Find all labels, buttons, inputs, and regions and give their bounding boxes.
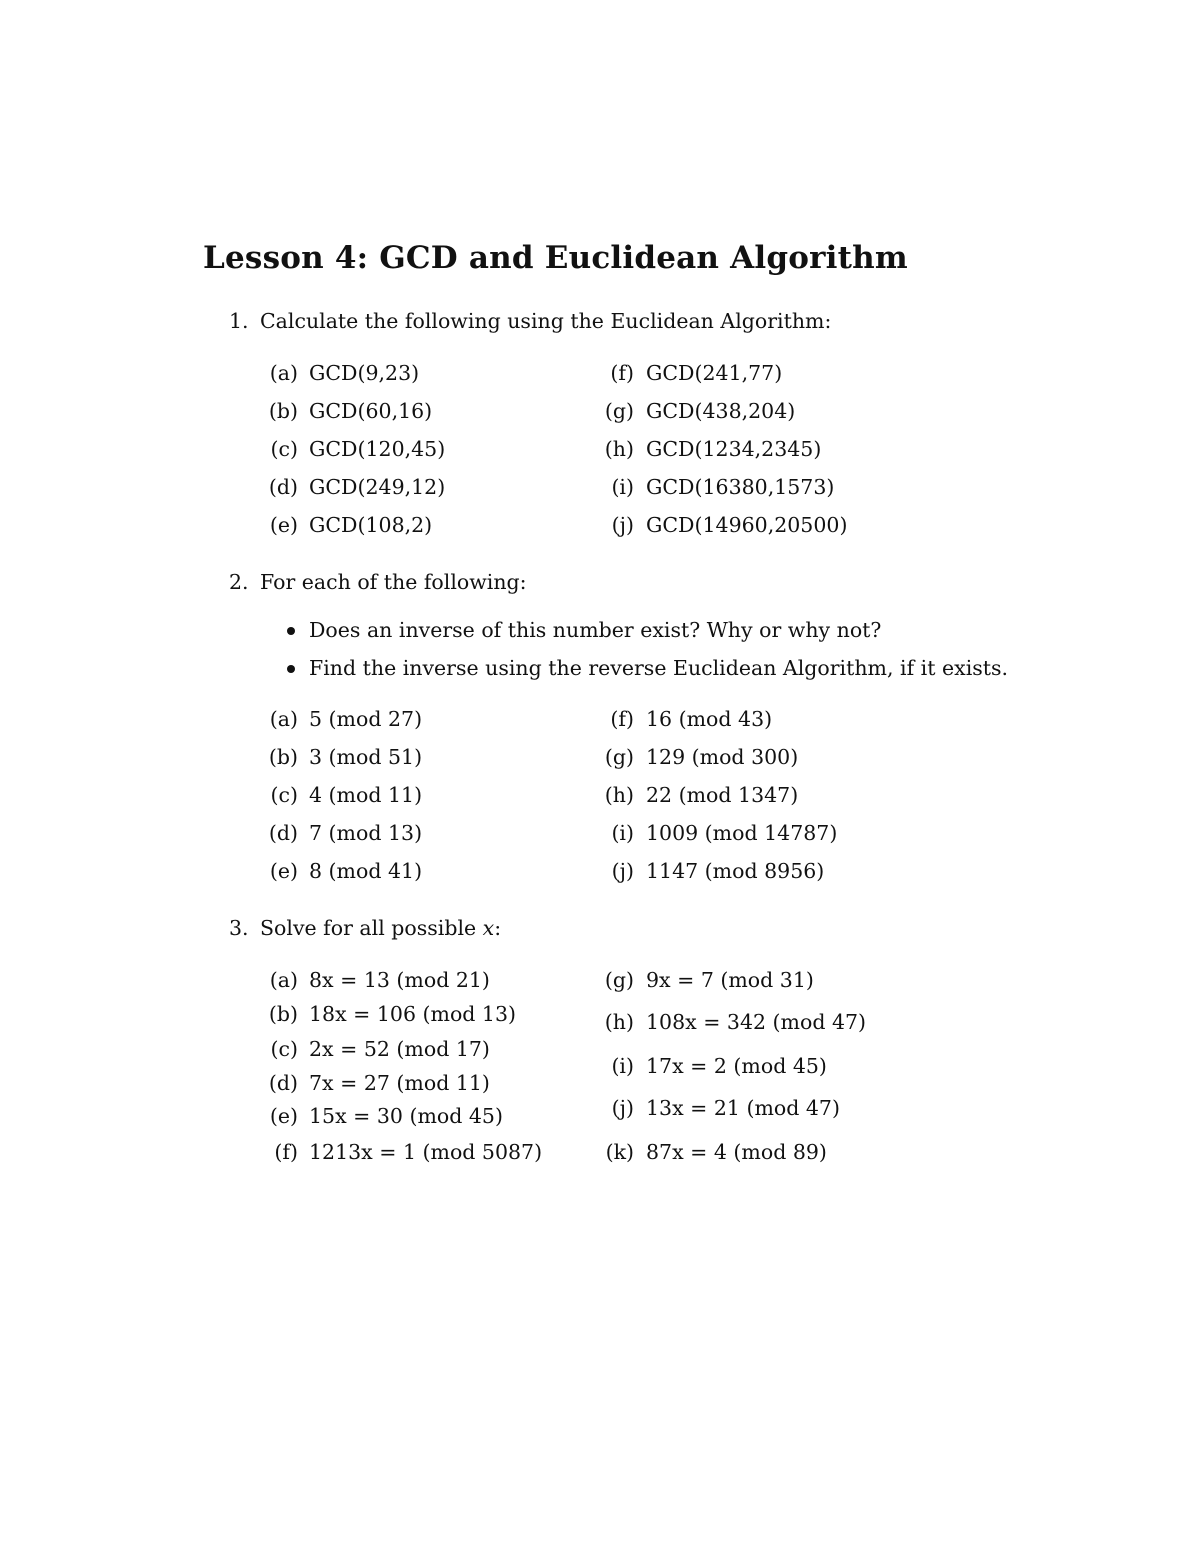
q2-bullet-text: Does an inverse of this number exist? Why or why not? xyxy=(309,618,882,642)
q1-item-text: GCD(438,204) xyxy=(646,399,796,423)
q3-item-text: 8x = 13 (mod 21) xyxy=(309,968,490,992)
q3-item-label: (e) xyxy=(269,1104,298,1128)
q3-item-text: 7x = 27 (mod 11) xyxy=(309,1071,490,1095)
q3-prompt-start: Solve for all possible xyxy=(260,916,483,940)
q3-item-text: 13x = 21 (mod 47) xyxy=(646,1096,840,1120)
q2-item-text: 7 (mod 13) xyxy=(309,821,423,845)
q1-item-text: GCD(120,45) xyxy=(309,437,446,461)
q3-number: 3. xyxy=(229,916,249,940)
q2-item-text: 1147 (mod 8956) xyxy=(646,859,825,883)
page-title: Lesson 4: GCD and Euclidean Algorithm xyxy=(203,240,908,276)
q1-number: 1. xyxy=(229,309,249,333)
q2-item-text: 129 (mod 300) xyxy=(646,745,799,769)
q3-item-text: 1213x = 1 (mod 5087) xyxy=(309,1140,543,1164)
q3-item-text: 9x = 7 (mod 31) xyxy=(646,968,814,992)
q3-item-label: (k) xyxy=(605,1140,634,1164)
q1-item-label: (d) xyxy=(268,475,298,499)
q3-item-label: (d) xyxy=(268,1071,298,1095)
q2-item-label: (i) xyxy=(611,821,634,845)
q1-item-text: GCD(60,16) xyxy=(309,399,433,423)
q1-item-label: (f) xyxy=(610,361,634,385)
q3-prompt-end: : xyxy=(494,916,502,940)
q2-item-label: (c) xyxy=(270,783,298,807)
q2-item-label: (a) xyxy=(269,707,298,731)
q3-item-text: 18x = 106 (mod 13) xyxy=(309,1002,517,1026)
q3-item-text: 108x = 342 (mod 47) xyxy=(646,1010,867,1034)
q3-prompt-variable: x xyxy=(482,916,495,940)
q1-item-text: GCD(14960,20500) xyxy=(646,513,848,537)
q3-item-text: 2x = 52 (mod 17) xyxy=(309,1037,490,1061)
q2-item-text: 4 (mod 11) xyxy=(309,783,423,807)
q1-item-text: GCD(1234,2345) xyxy=(646,437,822,461)
q2-bullet-text: Find the inverse using the reverse Euclidean Algorithm, if it exists. xyxy=(309,656,1009,680)
q2-item-text: 1009 (mod 14787) xyxy=(646,821,838,845)
q2-item-label: (d) xyxy=(268,821,298,845)
q3-item-label: (a) xyxy=(269,968,298,992)
q1-item-text: GCD(241,77) xyxy=(646,361,783,385)
q2-item-label: (b) xyxy=(268,745,298,769)
q3-item-label: (b) xyxy=(268,1002,298,1026)
q1-item-text: GCD(249,12) xyxy=(309,475,446,499)
q2-number: 2. xyxy=(229,570,249,594)
q3-item-label: (h) xyxy=(604,1010,634,1034)
q3-item-label: (c) xyxy=(270,1037,298,1061)
q1-item-label: (j) xyxy=(611,513,634,537)
q2-item-label: (e) xyxy=(269,859,298,883)
q3-item-label: (f) xyxy=(274,1140,298,1164)
q3-item-text: 87x = 4 (mod 89) xyxy=(646,1140,827,1164)
q1-item-label: (g) xyxy=(604,399,634,423)
bullet-dot xyxy=(287,665,295,673)
q1-item-label: (b) xyxy=(268,399,298,423)
q3-item-text: 15x = 30 (mod 45) xyxy=(309,1104,503,1128)
q1-item-text: GCD(9,23) xyxy=(309,361,420,385)
q1-item-text: GCD(16380,1573) xyxy=(646,475,835,499)
q3-prompt xyxy=(260,918,501,939)
q2-item-label: (f) xyxy=(610,707,634,731)
q2-item-text: 16 (mod 43) xyxy=(646,707,773,731)
q3-item-text: 17x = 2 (mod 45) xyxy=(646,1054,827,1078)
q2-item-text: 3 (mod 51) xyxy=(309,745,423,769)
q1-item-label: (i) xyxy=(611,475,634,499)
q2-item-text: 8 (mod 41) xyxy=(309,859,423,883)
q2-prompt: For each of the following: xyxy=(260,570,527,594)
q3-item-label: (g) xyxy=(604,968,634,992)
q3-item-label: (i) xyxy=(611,1054,634,1078)
q1-item-text: GCD(108,2) xyxy=(309,513,433,537)
bullet-dot xyxy=(287,627,295,635)
q1-item-label: (h) xyxy=(604,437,634,461)
q2-item-label: (h) xyxy=(604,783,634,807)
q2-item-label: (j) xyxy=(611,859,634,883)
q1-prompt: Calculate the following using the Euclidean Algorithm: xyxy=(260,309,832,333)
q2-item-label: (g) xyxy=(604,745,634,769)
q3-item-label: (j) xyxy=(611,1096,634,1120)
q2-item-text: 22 (mod 1347) xyxy=(646,783,799,807)
q1-item-label: (e) xyxy=(269,513,298,537)
q1-item-label: (a) xyxy=(269,361,298,385)
q2-item-text: 5 (mod 27) xyxy=(309,707,423,731)
q1-item-label: (c) xyxy=(270,437,298,461)
